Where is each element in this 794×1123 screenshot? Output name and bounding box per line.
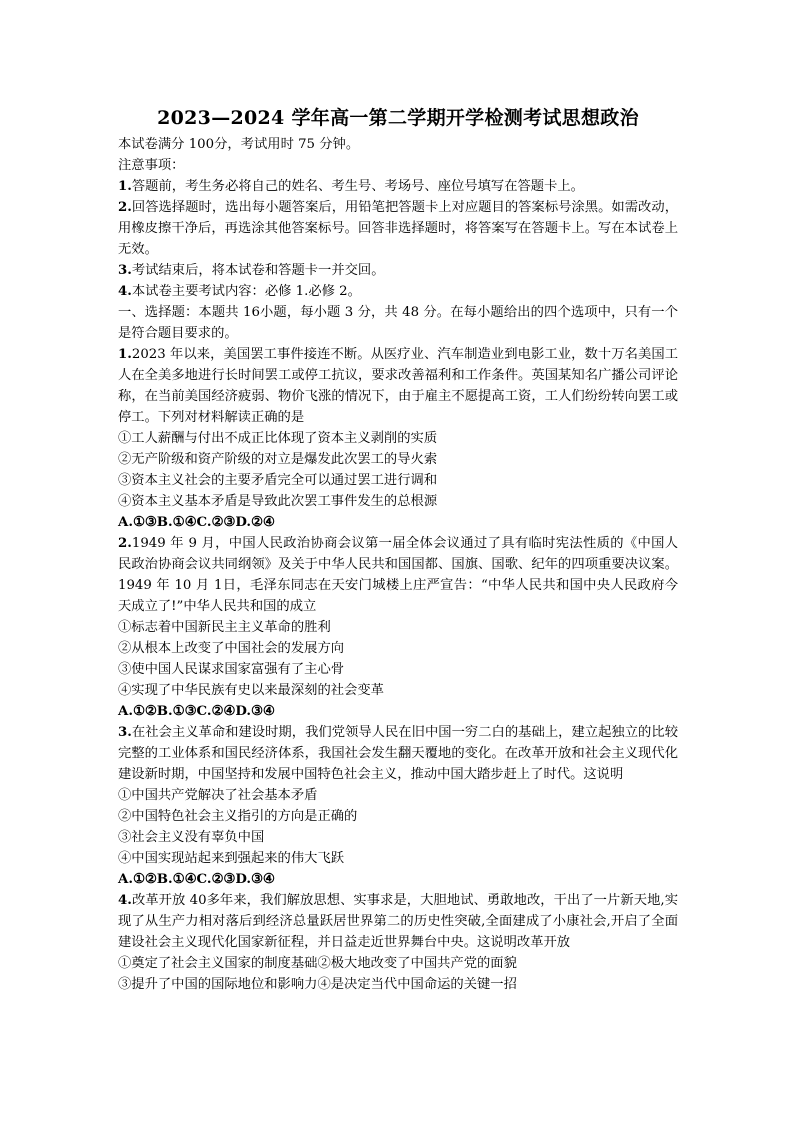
question-stem [118, 722, 678, 785]
notice-text: 回答选择题时，选出每小题答案后，用铅笔把答题卡上对应题目的答案标号涂黑。如需改动，用橡皮擦干净后，再选涂其他答案标号。回答非选择题时，将答案写在答题卡上。写在本试卷上无效。 [118, 200, 678, 257]
question-4 [118, 890, 678, 995]
answer-choices: A.①②B.①④C.②③D.③④ [118, 872, 275, 887]
question-1 [118, 344, 678, 533]
question-text: 1949 年 9 月，中国人民政治协商会议第一届全体会议通过了具有临时宪法性质的《中国人民政治协商会议共同纲领》及关于中华人民共和国国都、国旗、国歌、纪年的四项重要决议案。1949 年 10 月 1日，毛泽东同志在天安门城楼上庄严宣告：“中华人民共和国中央人民政府今天成立了!”中华人民共和国的成立 [118, 536, 678, 614]
question-option: ①奠定了社会主义国家的制度基础②极大地改变了中国共产党的面貌 [118, 956, 517, 971]
notice-number: 2. [118, 200, 132, 215]
notice-number: 1. [118, 179, 132, 194]
notice-item [118, 176, 678, 197]
notice-heading: 注意事项： [118, 158, 185, 173]
question-option: ①工人薪酬与付出不成正比体现了资本主义剥削的实质 [118, 431, 438, 446]
notice-item [118, 281, 678, 302]
notice-number: 4. [118, 284, 132, 299]
question-option: ②从根本上改变了中国社会的发展方向 [118, 641, 345, 656]
question-option: ④中国实现站起来到强起来的伟大飞跃 [118, 851, 345, 866]
question-option: ③资本主义社会的主要矛盾完全可以通过罢工进行调和 [118, 473, 438, 488]
question-number: 4. [118, 893, 132, 908]
question-3 [118, 722, 678, 890]
question-text: 改革开放 40多年来，我们解放思想、实事求是，大胆地试、勇敢地改，干出了一片新天地,实现了从生产力相对落后到经济总量跃居世界第二的历史性突破,全面建成了小康社会,开启了全面建设社会主义现代化国家新征程，并日益走近世界舞台中央。这说明改革开放 [118, 893, 678, 950]
question-option: ③提升了中国的国际地位和影响力④是决定当代中国命运的关键一招 [118, 977, 517, 992]
question-option: ①中国共产党解决了社会基本矛盾 [118, 788, 318, 803]
notice-text: 答题前，考生务必将自己的姓名、考生号、考场号、座位号填写在答题卡上。 [131, 179, 584, 194]
answer-choices: A.①③B.①④C.②③D.②④ [118, 515, 275, 530]
question-option: ②无产阶级和资产阶级的对立是爆发此次罢工的导火索 [118, 452, 438, 467]
section-heading: 一、选择题：本题共 16小题，每小题 3 分，共 48 分。在每小题给出的四个选项中，只有一个是符合题目要求的。 [118, 305, 678, 341]
notice-text: 本试卷主要考试内容：必修 1.必修 2。 [131, 284, 361, 299]
question-number: 1. [118, 347, 132, 362]
question-option: ②中国特色社会主义指引的方向是正确的 [118, 809, 358, 824]
question-option: ①标志着中国新民主主义革命的胜利 [118, 620, 331, 635]
question-2 [118, 533, 678, 722]
question-option: ④实现了中华民族有史以来最深刻的社会变革 [118, 683, 384, 698]
question-option: ③社会主义没有辜负中国 [118, 830, 265, 845]
notice-text: 考试结束后，将本试卷和答题卡一并交回。 [131, 263, 385, 278]
question-option: ④资本主义基本矛盾是导致此次罢工事件发生的总根源 [118, 494, 438, 509]
question-text: 2023 年以来，美国罢工事件接连不断。从医疗业、汽车制造业到电影工业，数十万名美国工人在全美多地进行长时间罢工或停工抗议，要求改善福利和工作条件。英国某知名广播公司评论称，在当前美国经济疲弱、物价飞涨的情况下，由于雇主不愿提高工资，工人们纷纷转向罢工或停工。下列对材料解读正确的是 [118, 347, 678, 425]
question-text: 在社会主义革命和建设时期，我们党领导人民在旧中国一穷二白的基础上，建立起独立的比较完整的工业体系和国民经济体系，我国社会发生翻天覆地的变化。在改革开放和社会主义现代化建设新时期，中国坚持和发展中国特色社会主义，推动中国大踏步赶上了时代。这说明 [118, 725, 678, 782]
question-option: ③使中国人民谋求国家富强有了主心骨 [118, 662, 345, 677]
score-line: 本试卷满分 100分，考试用时 75 分钟。 [118, 137, 360, 152]
page-title: 2023—2024 学年高一第二学期开学检测考试思想政治 [157, 107, 639, 129]
question-number: 2. [118, 536, 132, 551]
notice-item [118, 260, 678, 281]
answer-choices: A.①②B.①③C.②④D.③④ [118, 704, 275, 719]
notice-item [118, 197, 678, 260]
notice-number: 3. [118, 263, 132, 278]
question-stem [118, 890, 678, 953]
question-stem [118, 344, 678, 428]
exam-page [118, 103, 678, 995]
question-number: 3. [118, 725, 132, 740]
question-stem [118, 533, 678, 617]
